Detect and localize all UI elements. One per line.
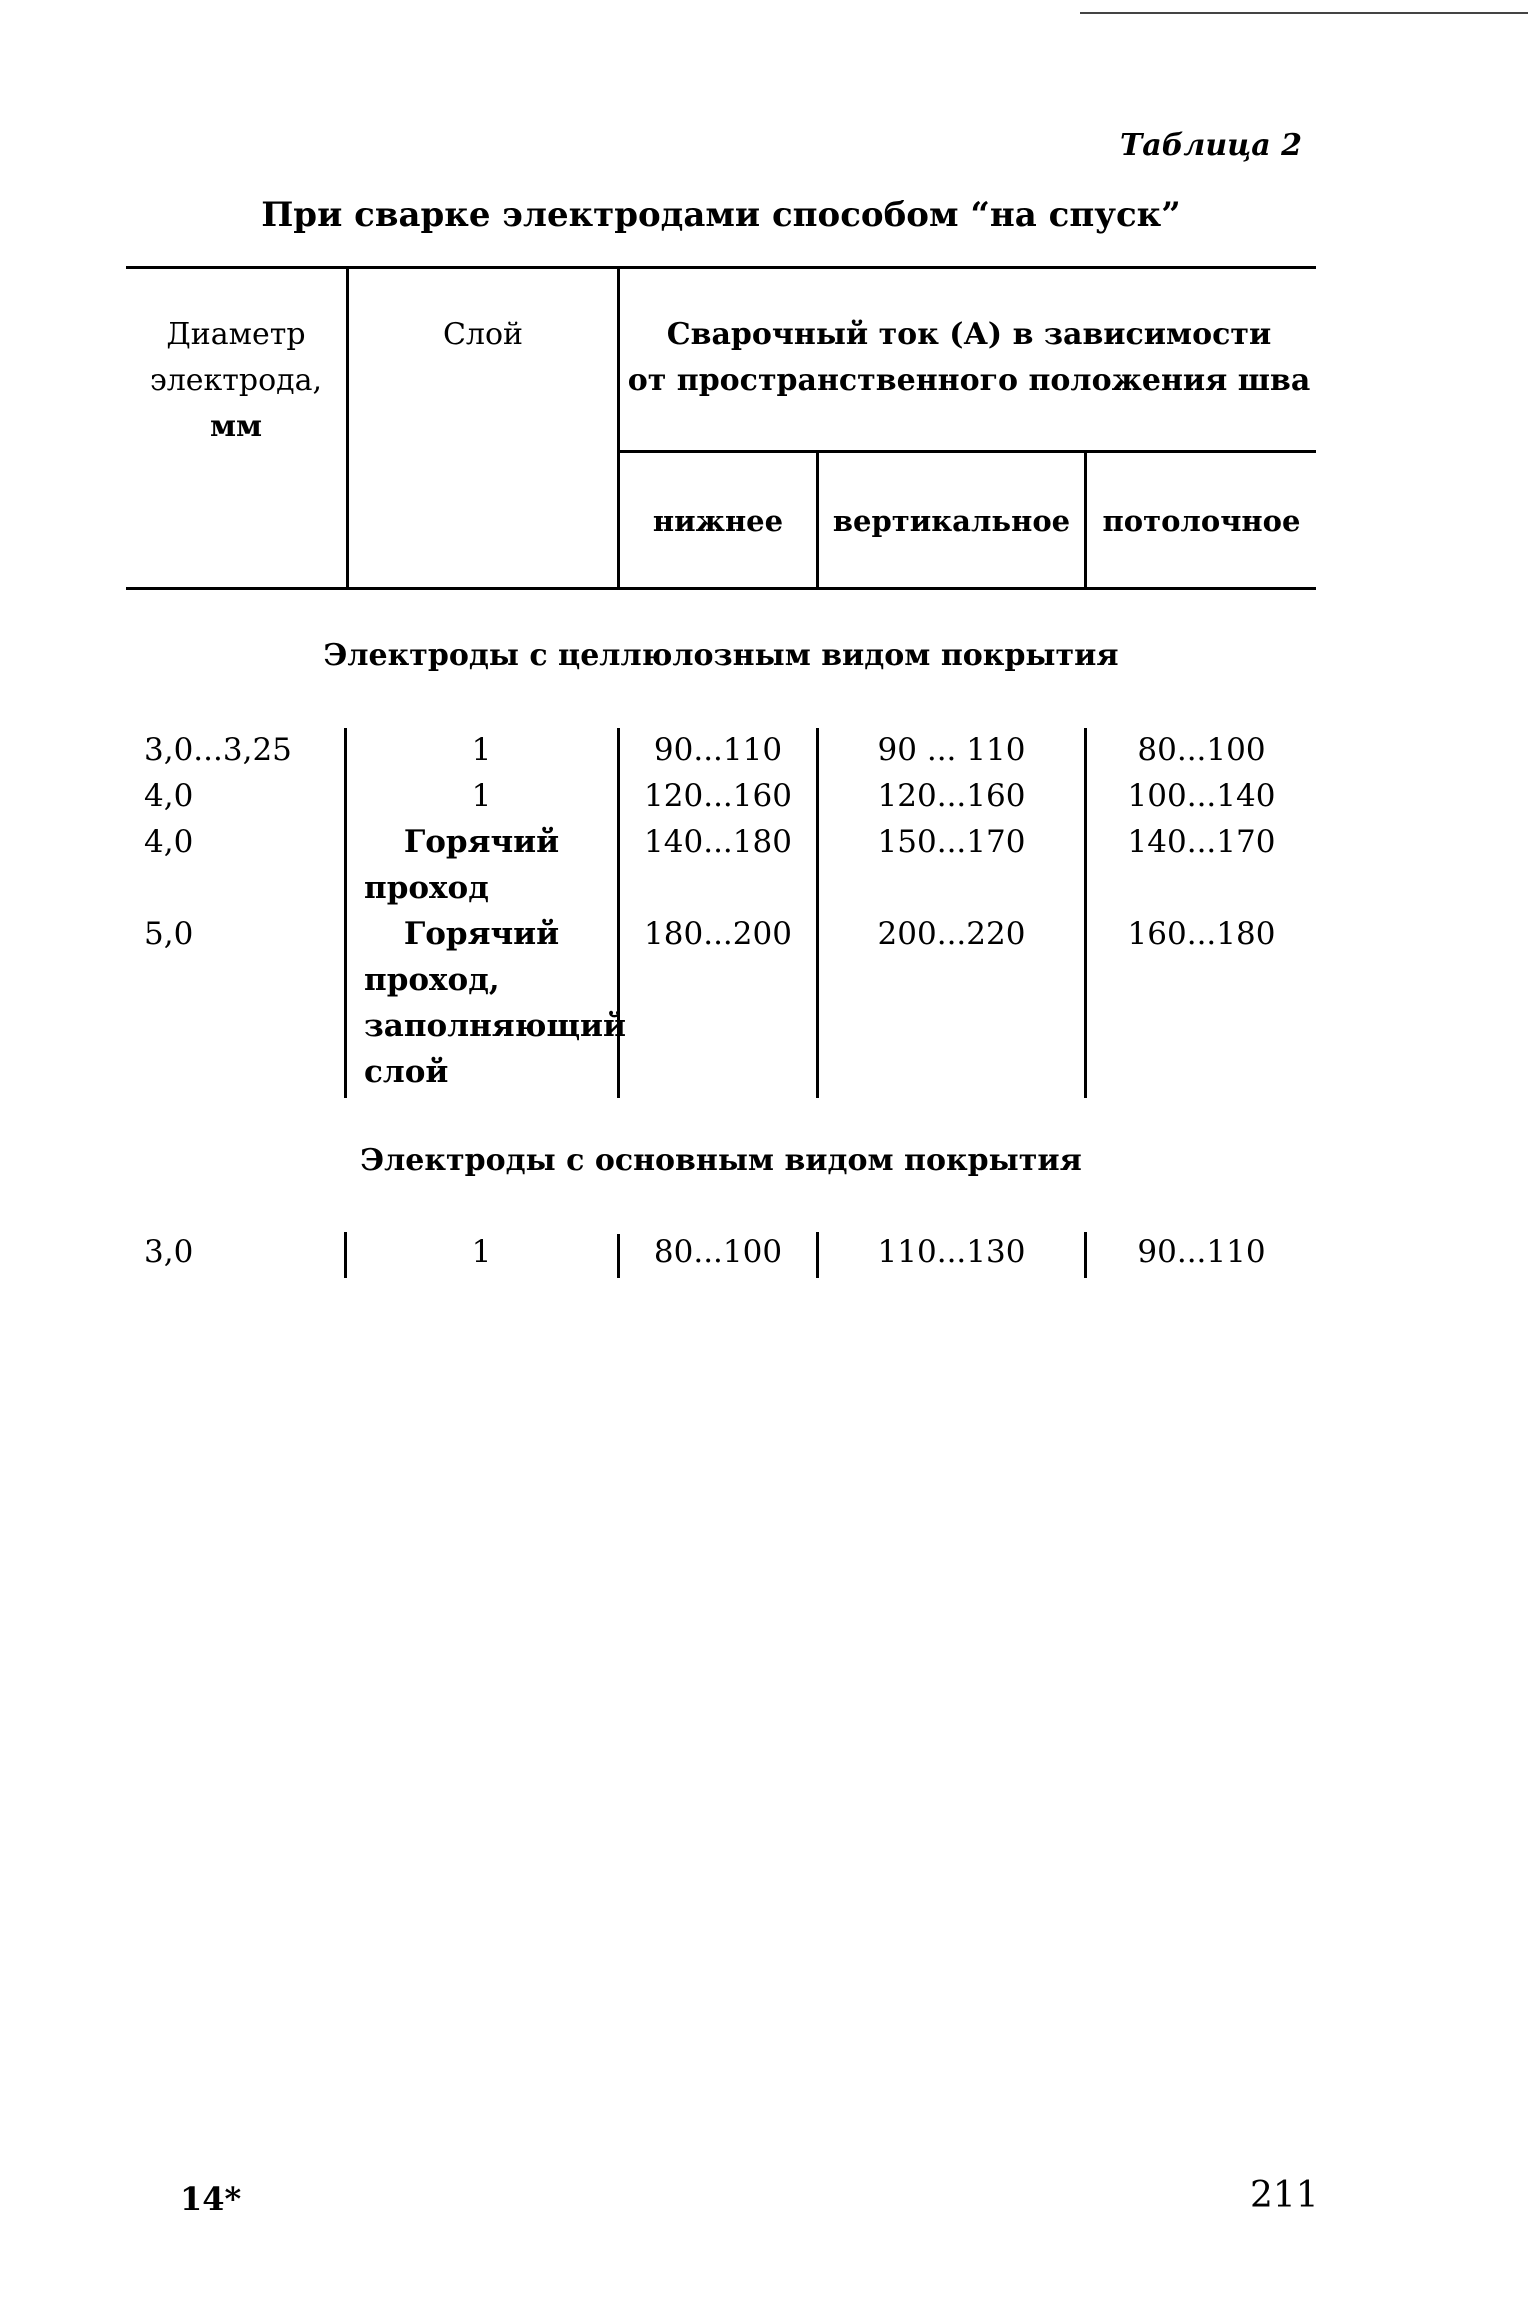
signature-mark: 14* bbox=[180, 2180, 242, 2218]
table-title: При сварке электродами способом “на спуск” bbox=[261, 195, 1181, 235]
cell-diameter: 5,0 bbox=[144, 916, 194, 952]
cell-layer: заполняющий bbox=[364, 1008, 627, 1044]
header-current bbox=[622, 312, 1316, 404]
cell-diameter: 3,0...3,25 bbox=[144, 732, 292, 768]
cell-lower: 180...200 bbox=[644, 916, 792, 952]
cell-layer: слой bbox=[364, 1054, 449, 1090]
page-edge-line bbox=[1080, 12, 1528, 14]
cell-layer: Горячий bbox=[403, 824, 560, 860]
cell-vertical: 110...130 bbox=[877, 1234, 1026, 1270]
header-position-lower: нижнее bbox=[652, 504, 784, 538]
table-label: Таблица 2 bbox=[1119, 128, 1302, 163]
header-diameter-line: Диаметр bbox=[166, 317, 306, 352]
cell-layer: 1 bbox=[471, 1234, 492, 1270]
cell-vertical: 90 ... 110 bbox=[877, 732, 1026, 768]
header-bottom-rule bbox=[126, 587, 1316, 590]
page-number: 211 bbox=[1250, 2175, 1319, 2216]
cell-layer: проход, bbox=[364, 962, 500, 998]
cell-vertical: 150...170 bbox=[877, 824, 1026, 860]
cell-overhead: 100...140 bbox=[1127, 778, 1276, 814]
cell-lower: 80...100 bbox=[653, 1234, 783, 1270]
header-current-line: от пространственного положения шва bbox=[627, 363, 1311, 398]
header-position-overhead: потолочное bbox=[1102, 504, 1301, 538]
header-diameter-line: электрода, bbox=[149, 363, 323, 398]
cell-layer: 1 bbox=[471, 778, 492, 814]
cell-lower: 90...110 bbox=[653, 732, 783, 768]
table-top-rule bbox=[126, 266, 1316, 269]
header-position-vertical: вертикальное bbox=[832, 504, 1071, 538]
cell-diameter: 4,0 bbox=[144, 778, 194, 814]
section-title: Электроды с целлюлозным видом покрытия bbox=[323, 638, 1119, 673]
section-title: Электроды с основным видом покрытия bbox=[360, 1143, 1082, 1178]
cell-lower: 140...180 bbox=[644, 824, 792, 860]
header-current-line: Сварочный ток (А) в зависимости bbox=[666, 317, 1272, 352]
cell-vertical: 200...220 bbox=[877, 916, 1026, 952]
cell-layer: проход bbox=[364, 870, 489, 906]
cell-overhead: 80...100 bbox=[1137, 732, 1266, 768]
header-diameter bbox=[128, 312, 344, 450]
header-layer: Слой bbox=[442, 317, 524, 352]
header-sub-rule bbox=[618, 450, 1316, 453]
header-divider bbox=[346, 266, 349, 590]
cell-layer: Горячий bbox=[403, 916, 560, 952]
cell-diameter: 4,0 bbox=[144, 824, 194, 860]
header-diameter-line: мм bbox=[209, 409, 263, 444]
cell-vertical: 120...160 bbox=[877, 778, 1026, 814]
cell-overhead: 160...180 bbox=[1127, 916, 1276, 952]
cell-lower: 120...160 bbox=[644, 778, 792, 814]
cell-layer: 1 bbox=[471, 732, 492, 768]
cell-overhead: 90...110 bbox=[1137, 1234, 1266, 1270]
cell-diameter: 3,0 bbox=[144, 1234, 194, 1270]
cell-overhead: 140...170 bbox=[1127, 824, 1276, 860]
